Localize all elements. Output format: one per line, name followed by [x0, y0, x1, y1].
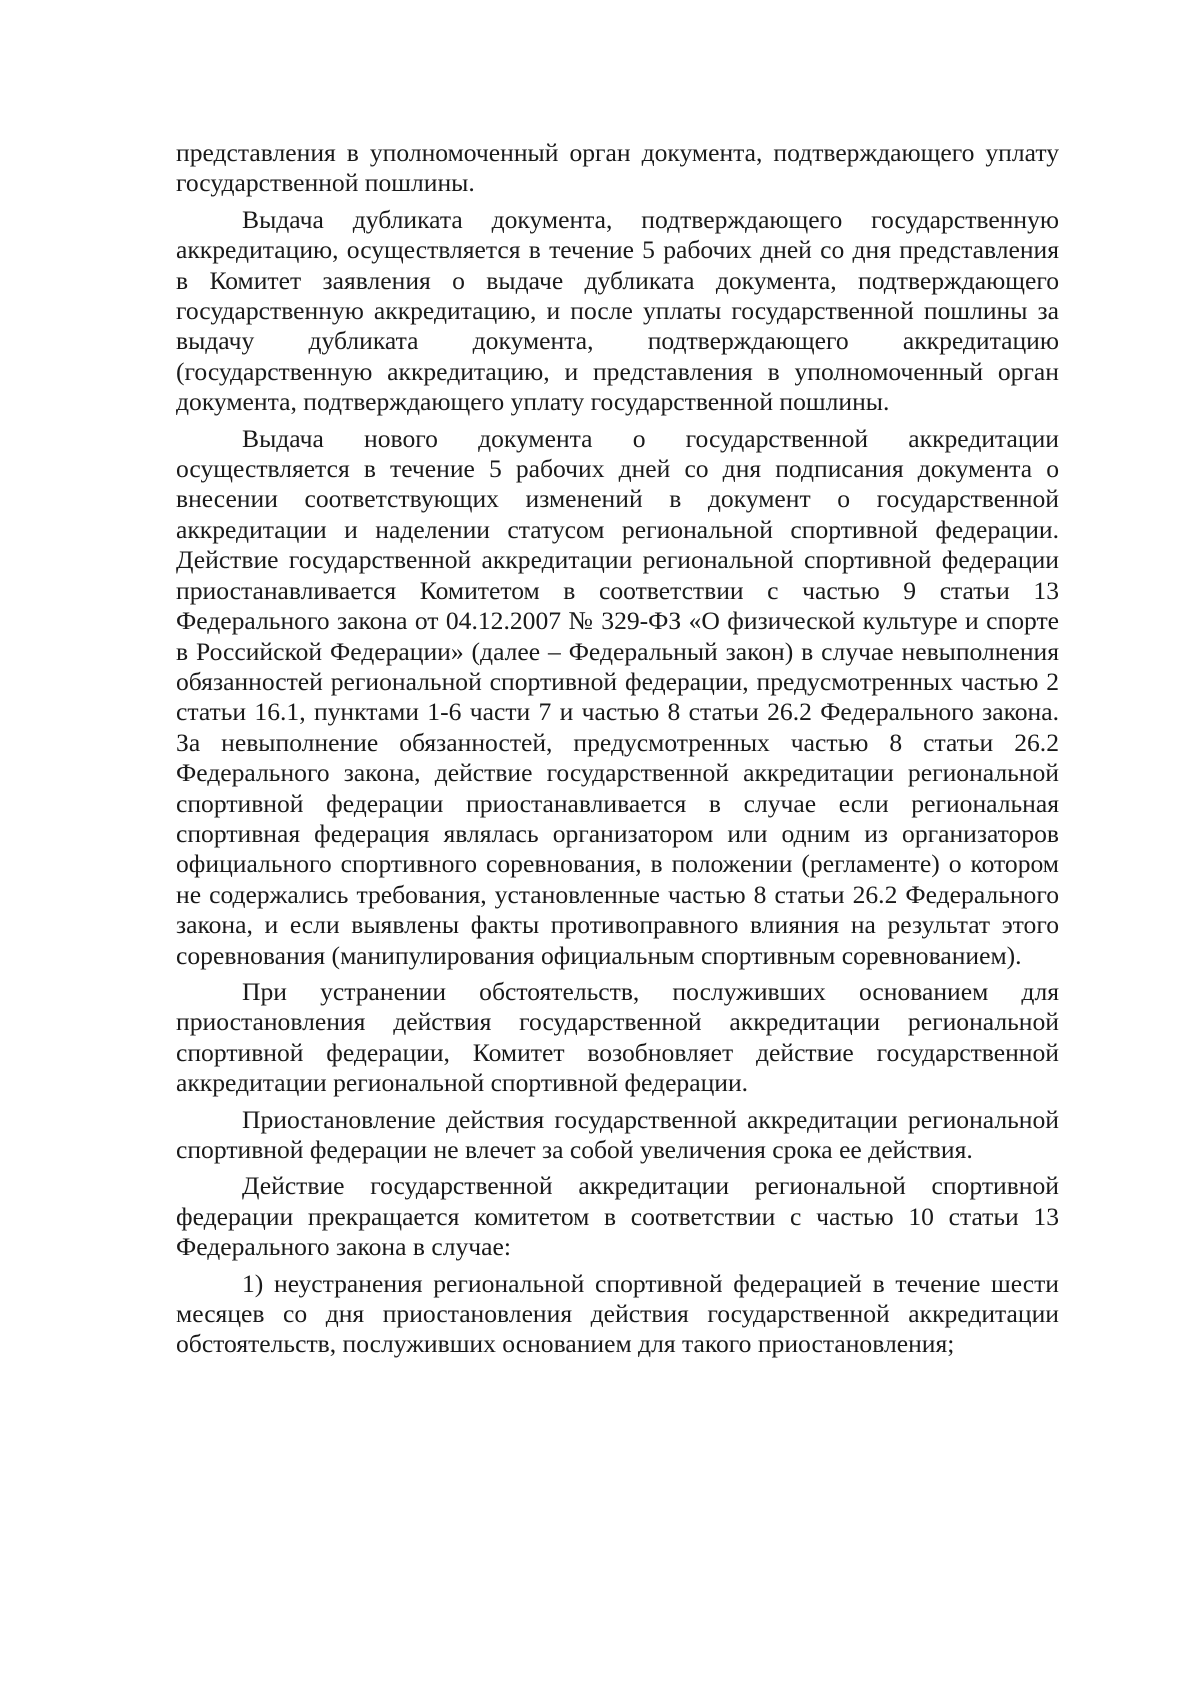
- paragraph-termination: Действие государственной аккредитации региональной спортивной федерации прекращается комитетом в соответствии с частью 10 статьи 13 Федерального закона в случае:: [176, 1171, 1059, 1262]
- paragraph-resumption: При устранении обстоятельств, послуживших основанием для приостановления действия государственной аккредитации региональной спортивной федерации, Комитет возобновляет действие государственной аккредитации региональной спортивной федерации.: [176, 976, 1059, 1098]
- paragraph-duplicate-issuance: Выдача дубликата документа, подтверждающего государственную аккредитацию, осуществляется в течение 5 рабочих дней со дня представления в Комитет заявления о выдаче дубликата документа, подтверждающего государственную аккредитацию, и после уплаты государственной пошлины за выдачу дубликата документа, подтверждающего аккредитацию (государственную аккредитацию, и представления в уполномоченный орган документа, подтверждающего уплату государственной пошлины.: [176, 204, 1059, 417]
- paragraph-continuation: представления в уполномоченный орган документа, подтверждающего уплату государственной пошлины.: [176, 138, 1059, 198]
- document-text-body: [176, 138, 1059, 1360]
- list-item-termination-case-1: 1) неустранения региональной спортивной федерацией в течение шести месяцев со дня приостановления действия государственной аккредитации обстоятельств, послуживших основанием для такого приостановления;: [176, 1268, 1059, 1359]
- paragraph-suspension-term: Приостановление действия государственной аккредитации региональной спортивной федерации не влечет за собой увеличения срока ее действия.: [176, 1104, 1059, 1164]
- paragraph-new-document-issuance: Выдача нового документа о государственной аккредитации осуществляется в течение 5 рабочих дней со дня подписания документа о внесении соответствующих изменений в документ о государственной аккредитации и наделении статусом региональной спортивной федерации. Действие государственной аккредитации региональной спортивной федерации приостанавливается Комитетом в соответствии с частью 9 статьи 13 Федерального закона от 04.12.2007 № 329-ФЗ «О физической культуре и спорте в Российской Федерации» (далее – Федеральный закон) в случае невыполнения обязанностей региональной спортивной федерации, предусмотренных частью 2 статьи 16.1, пунктами 1-6 части 7 и частью 8 статьи 26.2 Федерального закона. За невыполнение обязанностей, предусмотренных частью 8 статьи 26.2 Федерального закона, действие государственной аккредитации региональной спортивной федерации приостанавливается в случае если региональная спортивная федерация являлась организатором или одним из организаторов официального спортивного соревнования, в положении (регламенте) о котором не содержались требования, установленные частью 8 статьи 26.2 Федерального закона, и если выявлены факты противоправного влияния на результат этого соревнования (манипулирования официальным спортивным соревнованием).: [176, 423, 1059, 970]
